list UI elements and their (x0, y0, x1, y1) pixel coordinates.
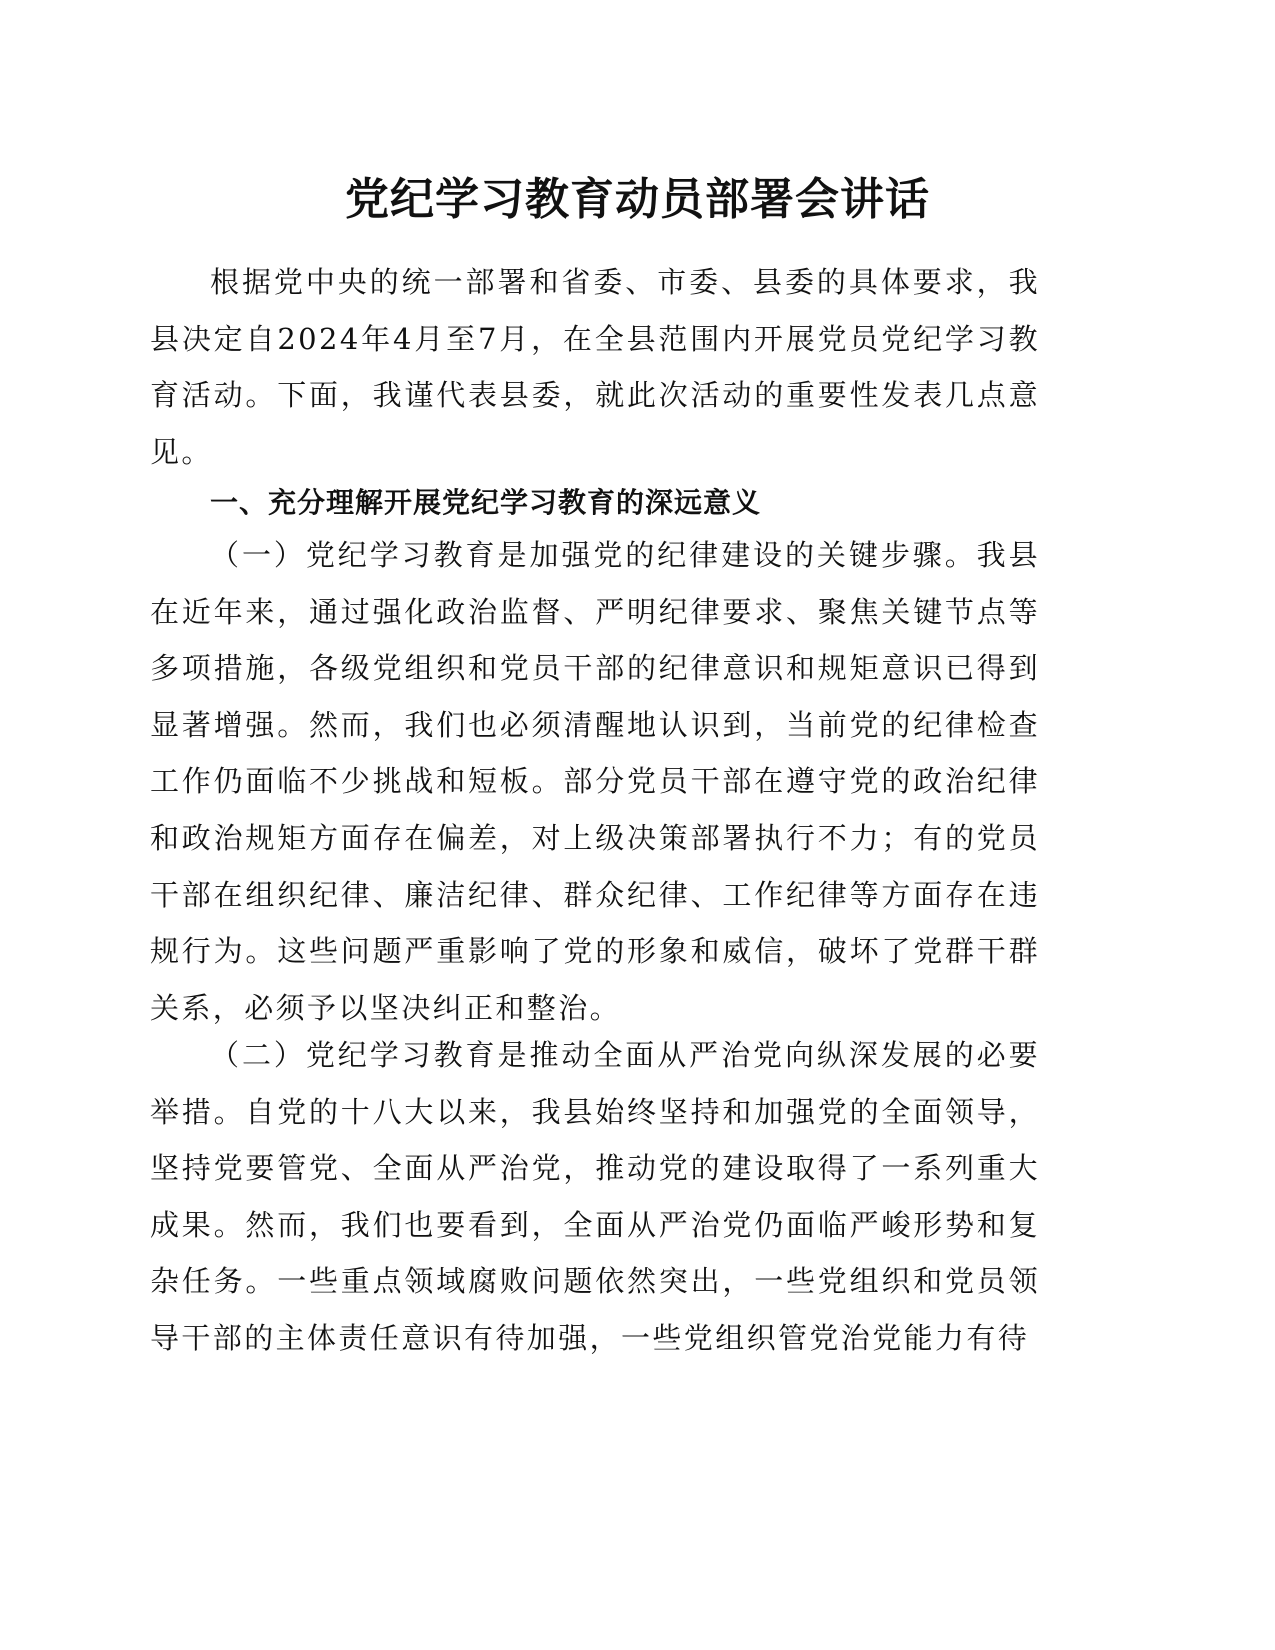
paragraph-1: （一）党纪学习教育是加强党的纪律建设的关键步骤。我县在近年来，通过强化政治监督、严明纪律要求、聚焦关键节点等多项措施，各级党组织和党员干部的纪律意识和规矩意识已得到显著增强。然而，我们也必须清醒地认识到，当前党的纪律检查工作仍面临不少挑战和短板。部分党员干部在遵守党的政治纪律和政治规矩方面存在偏差，对上级决策部署执行不力；有的党员干部在组织纪律、廉洁纪律、群众纪律、工作纪律等方面存在违规行为。这些问题严重影响了党的形象和威信，破坏了党群干群关系，必须予以坚决纠正和整治。 (150, 538, 1040, 1025)
document-title: 党纪学习教育动员部署会讲话 (345, 174, 930, 225)
paragraph-2: （二）党纪学习教育是推动全面从严治党向纵深发展的必要举措。自党的十八大以来，我县始终坚持和加强党的全面领导，坚持党要管党、全面从严治党，推动党的建设取得了一系列重大成果。然而，我们也要看到，全面从严治党仍面临严峻形势和复杂任务。一些重点领域腐败问题依然突出，一些党组织和党员领导干部的主体责任意识有待加强，一些党组织管党治党能力有待 (150, 1038, 1040, 1355)
intro-paragraph: 根据党中央的统一部署和省委、市委、县委的具体要求，我县决定自2024年4月至7月，在全县范围内开展党员党纪学习教育活动。下面，我谨代表县委，就此次活动的重要性发表几点意见。 (150, 265, 1040, 469)
section-heading-1: 一、充分理解开展党纪学习教育的深远意义 (210, 486, 762, 519)
